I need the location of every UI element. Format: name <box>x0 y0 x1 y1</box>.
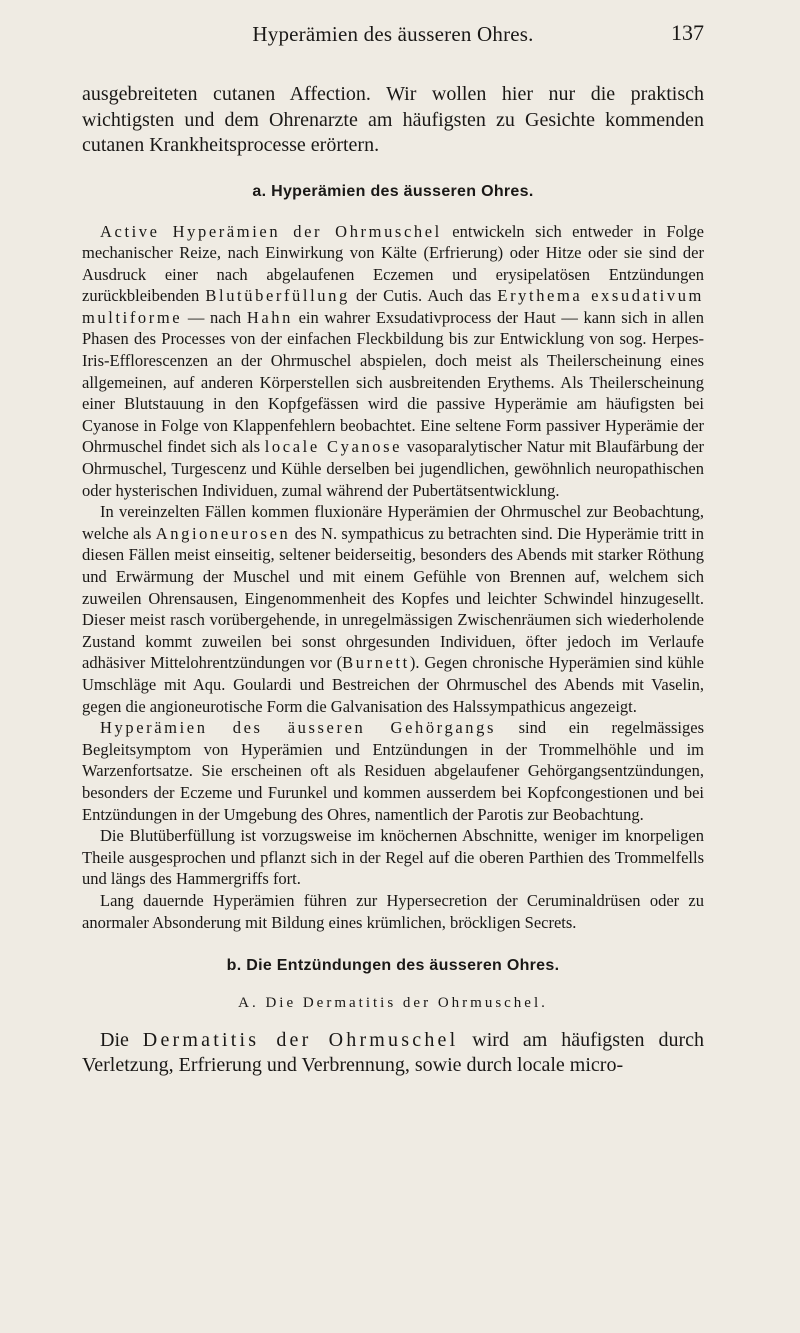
spaced-term: Hyperämien des äusseren Gehörgangs <box>100 718 496 738</box>
running-head-title: Hyperämien des äusseren Ohres. <box>252 22 534 46</box>
spaced-term: Blutüberfüllung <box>205 286 350 306</box>
section-a-paragraph-4: Die Blutüberfüllung ist vorzugsweise im knöchernen Abschnitte, weniger im knorpeligen Theile ausgesprochen und pflanzt sich in der Regel auf die oberen Parthien des Trommelfells und längs des Hammergriffs fort. <box>82 826 704 889</box>
spaced-term: locale Cyanose <box>264 437 403 457</box>
paragraph-text: ein wahrer Exsudativprocess der Haut — kann sich in allen Phasen des Processes von der einfachen Fleckbildung bis zur Entwicklung von sog. Herpes-Iris-Efflorescenzen an der Ohrmuschel abspielen, doch meist als Theilerscheinung eines allgemeinen, auf anderen Körperstellen sich ausbreitenden Erythems. Als Theilerscheinung einer Blutstauung in den Kopfgefässen wird die passive Hyperämie am häufigsten bei Cyanose in Folge von Klappenfehlern beobachtet. Eine seltene Form passiver Hyperämie der Ohrmuschel findet sich als <box>82 307 704 457</box>
running-head <box>82 0 704 60</box>
paragraph-text: entwickeln sich entweder in Folge mechanischer Reize, nach Einwirkung von Kälte (Erfrierung) oder Hitze oder sie sind der Ausdruck einer nach abgelaufenen Eczemen und erysipelatösen Entzündungen zurückbleibenden <box>82 221 704 306</box>
author-name: Hahn <box>246 307 293 327</box>
section-b-heading: b. Die Entzündungen des äusseren Ohres. <box>226 957 560 975</box>
spaced-term: Dermatitis der Ohrmuschel <box>142 1029 459 1052</box>
paragraph-text: ). Gegen chronische Hyperämien sind kühle Umschläge mit Aqu. Goulardi und Bestreichen der Ohrmuschel des Abends mit Vaselin, gegen die angioneurotische Form die Galvanisation des Halssympathicus angezeigt. <box>82 653 704 716</box>
spaced-term: Erythema exsudativum multiforme <box>82 286 704 327</box>
paragraph-text: Die <box>100 1029 143 1052</box>
section-b-subheading: A. Die Dermatitis der Ohrmuschel. <box>238 995 548 1012</box>
section-a-paragraph-3 <box>82 717 704 825</box>
spaced-term: Angioneurosen <box>155 523 291 543</box>
spaced-term: Active Hyperämien der Ohrmuschel <box>100 221 442 241</box>
page-number: 137 <box>671 20 704 45</box>
section-a-heading: a. Hyperämien des äusseren Ohres. <box>252 182 534 200</box>
intro-paragraph: ausgebreiteten cutanen Affection. Wir wollen hier nur die praktisch wichtigsten und dem Ohrenarzte am häufigsten zu Gesichte kommenden cutanen Krankheitsprocesse erörtern. <box>82 83 704 156</box>
paragraph-text: vasoparalytischer Natur mit Blaufärbung der Ohrmuschel, Turgescenz und Kühle derselben bei jugendlichen, gewöhnlich neuropathischen oder hysterischen Individuen, zumal während der Pubertätsentwicklung. <box>82 437 704 500</box>
section-a-paragraph-2 <box>82 501 704 717</box>
paragraph-text: der Cutis. Auch das <box>349 286 498 306</box>
paragraph-text: wird am häufigsten durch Verletzung, Erfrierung und Verbrennung, sowie durch locale micro- <box>82 1029 704 1077</box>
section-a-paragraph-5: Lang dauernde Hyperämien führen zur Hypersecretion der Ceruminaldrüsen oder zu anormaler Absonderung mit Bildung eines krümlichen, bröckligen Secrets. <box>82 890 704 932</box>
paragraph-text: sind ein regelmässiges Begleitsymptom von Hyperämien und Entzündungen in der Trommelhöhle und im Warzenfortsatze. Sie erscheinen oft als Residuen abgelaufener Gehörgangsentzündungen, besonders der Eczeme und Furunkel und kommen ausserdem bei Kopfcongestionen und bei Entzündungen in der Umgebung des Ohres, namentlich der Parotis zur Beobachtung. <box>82 718 704 824</box>
author-name: Burnett <box>342 653 410 673</box>
paragraph-text: — nach <box>182 307 247 327</box>
paragraph-text: des N. sympathicus zu betrachten sind. Die Hyperämie tritt in diesen Fällen meist einseitig, seltener beiderseitig, besonders des Abends mit starker Röthung und Erwärmung der Muschel und mit einem Gefühle von Brennen auf, welchem sich zuweilen Ohrensausen, Eingenommenheit des Kopfes und leichter Schwindel hinzugesellt. Dieser meist rasch vorübergehende, in unregelmässigen Zwischenräumen sich wiederholende Zustand kommt zuweilen bei sonst ohrgesunden Individuen, öfter jedoch im Verlaufe adhäsiver Mittelohrentzündungen vor ( <box>82 523 704 673</box>
section-a-paragraph-1 <box>82 221 704 502</box>
section-b-paragraph-1 <box>82 1028 704 1078</box>
paragraph-text: In vereinzelten Fällen kommen fluxionäre Hyperämien der Ohrmuschel zur Beobachtung, welche als <box>82 502 704 543</box>
